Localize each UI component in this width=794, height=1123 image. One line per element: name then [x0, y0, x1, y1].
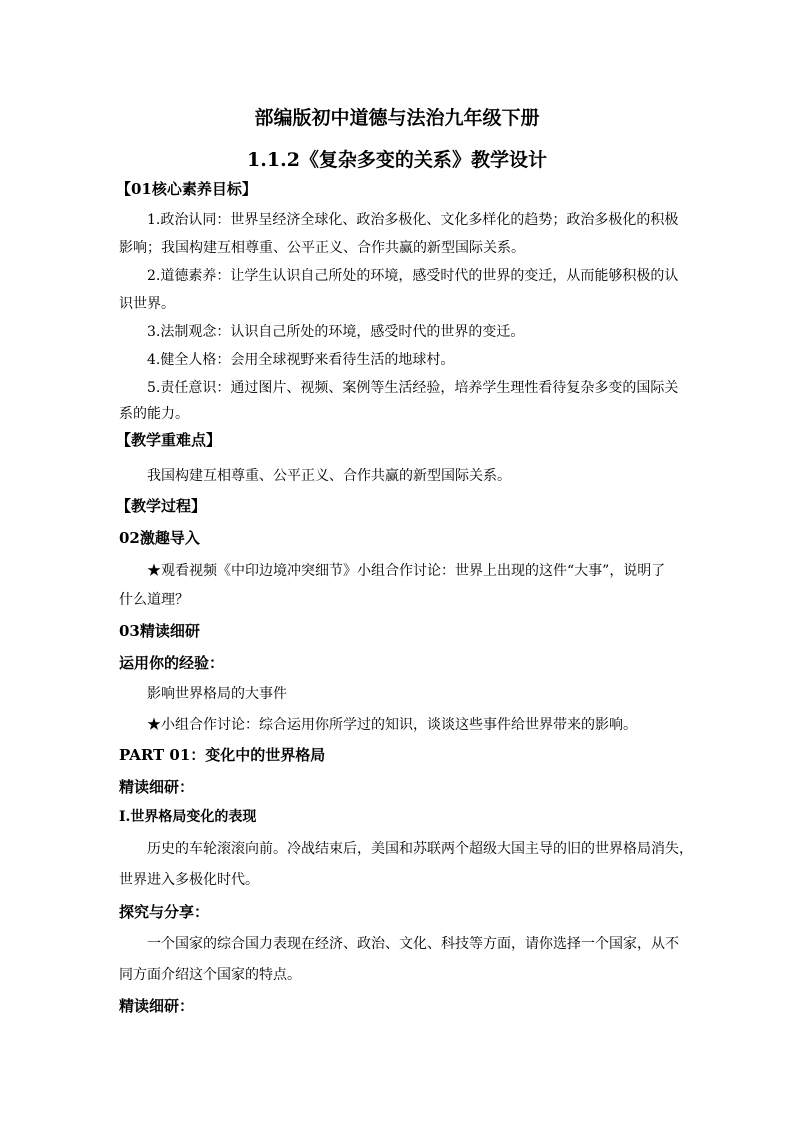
- sub1-heading: Ⅰ.世界格局变化的表现: [119, 809, 257, 825]
- read1-heading: 精读细研：: [119, 778, 195, 796]
- explore-line-1: 一个国家的综合国力表现在经济、政治、文化、科技等方面，请你选择一个国家，从不: [147, 936, 679, 952]
- sub1-line-2: 世界进入多极化时代。: [119, 872, 259, 888]
- document-subtitle: 1.1.2《复杂多变的关系》教学设计: [247, 149, 547, 171]
- goal-5-line-2: 系的能力。: [119, 406, 189, 422]
- goal-1-line-2: 影响；我国构建互相尊重、公平正义、合作共赢的新型国际关系。: [119, 240, 525, 256]
- experience-text: 影响世界格局的大事件: [147, 686, 287, 702]
- experience-heading: 运用你的经验：: [119, 654, 225, 672]
- key-points-heading: 【教学重难点】: [116, 431, 222, 449]
- goal-2-line-1: 2.道德素养：让学生认识自己所处的环境，感受时代的世界的变迁，从而能够积极的认: [147, 268, 679, 284]
- intro-heading: 02激趣导入: [119, 529, 200, 547]
- explore-line-2: 同方面介绍这个国家的特点。: [119, 967, 301, 983]
- goal-5-line-1: 5.责任意识：通过图片、视频、案例等生活经验，培养学生理性看待复杂多变的国际关: [147, 380, 679, 396]
- goal-2-line-2: 识世界。: [119, 296, 175, 312]
- document-title: 部编版初中道德与法治九年级下册: [254, 107, 540, 129]
- explore-heading: 探究与分享：: [119, 903, 210, 921]
- read2-heading: 精读细研：: [119, 997, 195, 1015]
- goal-3: 3.法制观念：认识自己所处的环境，感受时代的世界的变迁。: [147, 324, 525, 340]
- part1-heading: PART 01：变化中的世界格局: [119, 746, 326, 764]
- process-heading: 【教学过程】: [116, 497, 207, 515]
- goal-1-line-1: 1.政治认同：世界呈经济全球化、政治多极化、文化多样化的趋势；政治多极化的积极: [147, 212, 679, 228]
- study-heading: 03精读细研: [119, 622, 200, 640]
- key-points-text: 我国构建互相尊重、公平正义、合作共赢的新型国际关系。: [147, 468, 511, 484]
- intro-line-2: 什么道理？: [119, 592, 189, 608]
- sub1-line-1: 历史的车轮滚滚向前。冷战结束后，美国和苏联两个超级大国主导的旧的世界格局消失，: [147, 841, 693, 857]
- core-goals-heading: 【01核心素养目标】: [116, 180, 257, 198]
- experience-task: ★小组合作讨论：综合运用你所学过的知识，谈谈这些事件给世界带来的影响。: [147, 717, 637, 733]
- goal-4: 4.健全人格：会用全球视野来看待生活的地球村。: [147, 352, 455, 368]
- intro-line-1: ★观看视频《中印边境冲突细节》小组合作讨论：世界上出现的这件“大事”，说明了: [147, 563, 666, 579]
